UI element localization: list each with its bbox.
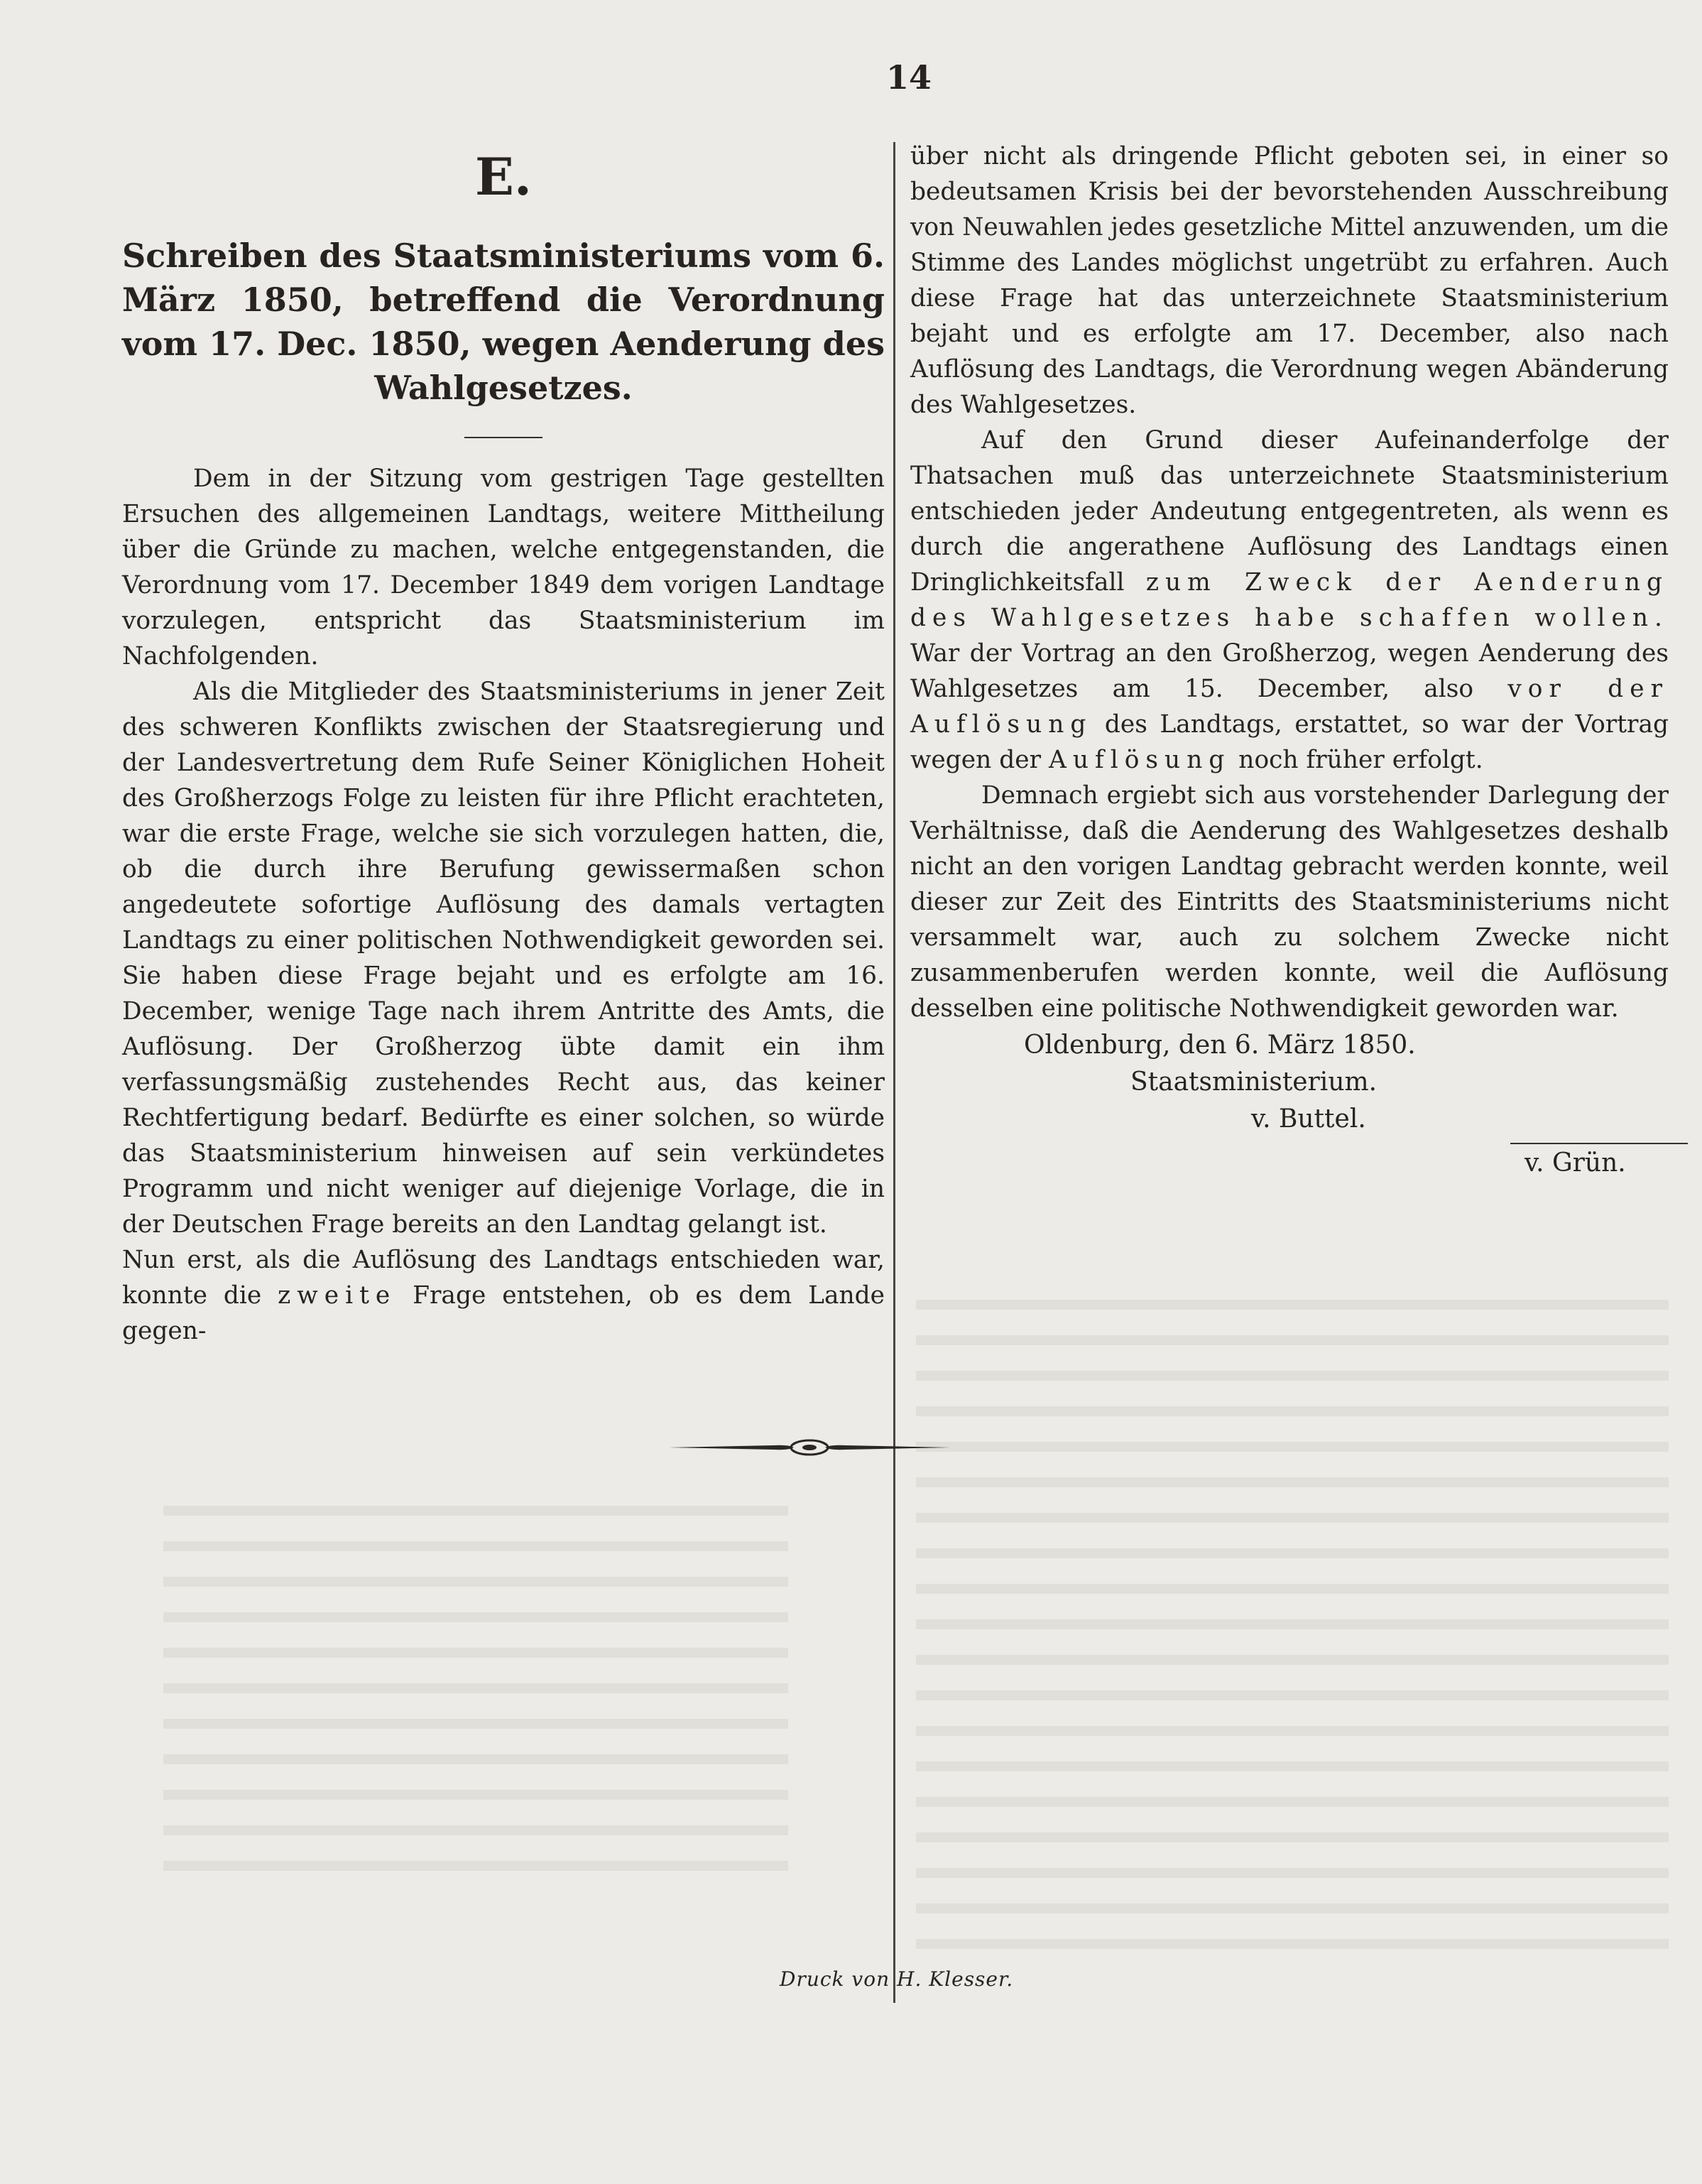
text-run: Frage entstehen, ob es dem Lande gegen- bbox=[122, 1281, 885, 1345]
bleed-through-texture-right bbox=[916, 1278, 1669, 1960]
signature-rule bbox=[1510, 1143, 1688, 1144]
printer-imprint: Druck von H. Klesser. bbox=[780, 1967, 1014, 1991]
paragraph bbox=[122, 1242, 885, 1349]
paragraph: über nicht als dringende Pflicht geboten sei, in einer so bedeutsamen Krisis bei der bevorstehenden Ausschreibung von Neuwahlen jedes gesetzliche Mittel anzuwenden, um die Stimme des Landes möglichst ungetrübt zu erfahren. Auch diese Frage hat das unterzeichnete Staatsministerium bejaht und es erfolgte am 17. December, also nach Auflösung des Landtags, die Verordnung wegen Abänderung des Wahlgesetzes. bbox=[910, 142, 1669, 419]
text-run: Nun erst, als die Auflösung des Landtags entschieden war, konnte die bbox=[122, 1246, 885, 1310]
emphasized-text: vor der Auflösung bbox=[910, 675, 1669, 739]
page-number: 14 bbox=[885, 58, 932, 97]
ornament-divider-icon bbox=[667, 1426, 951, 1469]
bleed-through-texture bbox=[163, 1484, 788, 1882]
emphasized-text: zweite bbox=[278, 1281, 397, 1310]
paragraph bbox=[910, 423, 1669, 778]
signature-gruen: v. Grün. bbox=[1524, 1148, 1626, 1178]
section-letter: E. bbox=[475, 146, 532, 207]
emphasized-text: Auflösung bbox=[1048, 746, 1231, 774]
issuing-office: Staatsministerium. bbox=[1130, 1067, 1378, 1097]
text-run: War der Vortrag an den Großherzog, wegen Aenderung des Wahlgesetzes am 15. December, also bbox=[910, 639, 1669, 703]
place-date: Oldenburg, den 6. März 1850. bbox=[1024, 1031, 1416, 1060]
column-divider bbox=[893, 142, 895, 2003]
signature-buttel: v. Buttel. bbox=[1251, 1104, 1366, 1134]
paragraph: Demnach ergiebt sich aus vorstehender Darlegung der Verhältnisse, daß die Aenderung des Wahlgesetzes deshalb nicht an den vorigen Landtag gebracht werden konnte, weil dieser zur Zeit des Eintritts des Staatsministeriums nicht versammelt war, auch zu solchem Zwecke nicht zusammenberufen werden konnte, weil die Auflösung desselben eine politische Nothwendigkeit geworden war. bbox=[910, 781, 1669, 1023]
emphasized-text: zum Zweck der Aenderung des Wahlgesetzes habe schaffen wollen. bbox=[910, 568, 1669, 632]
paragraph: Dem in der Sitzung vom gestrigen Tage gestellten Ersuchen des allgemeinen Landtags, weitere Mittheilung über die Gründe zu machen, welche entgegenstanden, die Verordnung vom 17. December 1849 dem vorigen Landtage vorzulegen, entspricht das Staatsministerium im Nachfolgenden. bbox=[122, 464, 885, 670]
text-run: des Landtags, erstattet, so war der Vortrag wegen der bbox=[910, 710, 1669, 774]
left-column bbox=[122, 138, 885, 1349]
text-run: Auf den Grund dieser Aufeinanderfolge der Thatsachen muß das unterzeichnete Staatsministerium entschieden jeder Andeutung entgegentreten, als wenn es durch die angerathene Auflösung des Landtags einen Dringlichkeitsfall bbox=[910, 426, 1669, 597]
paragraph: Als die Mitglieder des Staatsministeriums in jener Zeit des schweren Konflikts zwischen der Staatsregierung und der Landesvertretung dem Rufe Seiner Königlichen Hoheit des Großherzogs Folge zu leisten für ihre Pflicht erachteten, war die erste Frage, welche sie sich vorzulegen hatten, die, ob die durch ihre Berufung gewissermaßen schon angedeutete sofortige Auflösung des damals vertagten Landtags zu einer politischen Nothwendigkeit geworden sei. Sie haben diese Frage bejaht und es erfolgte am 16. December, wenige Tage nach ihrem Antritte des Amts, die Auflösung. Der Großherzog übte damit ein ihm verfassungsmäßig zustehendes Recht aus, das keiner Rechtfertigung bedarf. Bedürfte es einer solchen, so würde das Staatsministerium hinweisen auf sein verkündetes Programm und nicht weniger auf diejenige Vorlage, die in der Deutschen Frage bereits an den Landtag gelangt ist. bbox=[122, 678, 885, 1239]
right-column bbox=[910, 138, 1669, 1181]
document-heading: Schreiben des Staatsministeriums vom 6. März 1850, betreffend die Verordnung vom 17. Dec. 1850, wegen Aenderung des Wahlgesetzes. bbox=[122, 237, 885, 407]
heading-rule bbox=[464, 437, 542, 438]
text-run: noch früher erfolgt. bbox=[1231, 746, 1483, 774]
